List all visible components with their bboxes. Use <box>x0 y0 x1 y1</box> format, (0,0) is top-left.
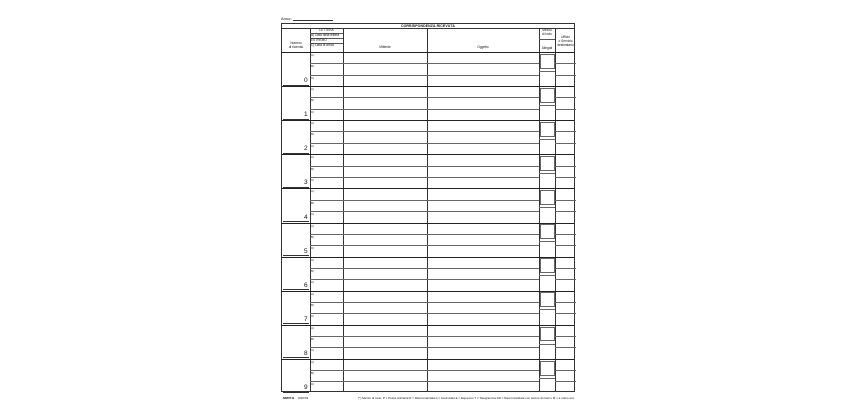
sub-label: B) <box>311 64 314 69</box>
mezzo-box <box>540 190 555 205</box>
row-line <box>310 166 539 167</box>
row-line <box>310 347 539 348</box>
header-data-ricevimento: C) Data di arrivo <box>311 43 335 47</box>
sub-label: C) <box>311 348 315 353</box>
block-number: 3 <box>304 179 308 187</box>
mezzo-box <box>540 122 555 137</box>
ufficio-line <box>555 200 576 201</box>
sub-label: A) <box>311 121 314 126</box>
sub-label: C) <box>311 75 315 80</box>
mezzo-box <box>540 292 555 307</box>
row-line <box>310 109 539 110</box>
header-lettera: LETTERA <box>319 28 334 32</box>
ufficio-line <box>555 313 576 314</box>
table-title: CORRISPONDENZA RICEVUTA <box>282 24 574 29</box>
allegati-line <box>539 71 555 72</box>
row-line <box>310 131 539 132</box>
block-number: 4 <box>304 213 308 221</box>
row-line <box>310 245 539 246</box>
header-mittente: Mittente <box>379 45 391 49</box>
anno-field: Anno: <box>281 16 333 21</box>
ufficio-line <box>555 234 576 235</box>
block-number: 2 <box>304 145 308 153</box>
row-line <box>310 370 539 371</box>
mezzo-box <box>540 54 555 69</box>
sub-label: A) <box>311 53 314 57</box>
block-separator <box>282 325 574 326</box>
allegati-line <box>539 241 555 242</box>
row-line <box>310 313 539 314</box>
header-numero-2: di ricevuto <box>288 45 304 49</box>
ufficio-line <box>555 211 576 212</box>
ufficio-line <box>555 75 576 76</box>
ufficio-line <box>555 131 576 132</box>
header-numero: Numero <box>290 41 302 45</box>
header-ufficio: Ufficio <box>561 35 570 39</box>
footer-code: MM0711 <box>283 396 295 400</box>
sub-label: B) <box>311 166 314 171</box>
ufficio-line <box>555 268 576 269</box>
sub-label: B) <box>311 337 314 342</box>
header-mezzo-line <box>539 39 555 40</box>
number-underline <box>283 392 309 393</box>
block-separator <box>282 120 574 121</box>
sub-label: B) <box>311 302 314 307</box>
sub-label: A) <box>311 291 314 296</box>
ufficio-line <box>555 177 576 178</box>
mezzo-box <box>540 156 555 171</box>
row-line <box>310 279 539 280</box>
mezzo-box <box>540 224 555 239</box>
header-ufficio-3: destinatario <box>557 43 574 47</box>
header-data-lettera: A) Data della lettera <box>311 32 340 37</box>
block-number: 6 <box>304 281 308 289</box>
sub-label: C) <box>311 246 315 250</box>
sub-label: B) <box>311 132 314 137</box>
row-line <box>310 211 539 212</box>
allegati-line <box>539 344 555 345</box>
sub-label: B) <box>311 371 314 376</box>
sub-label: C) <box>311 143 315 148</box>
sub-label: A) <box>311 87 314 92</box>
ufficio-line <box>555 347 576 348</box>
block-separator <box>282 223 574 224</box>
anno-label: Anno <box>281 16 291 21</box>
mezzo-box <box>540 258 555 273</box>
sub-label: A) <box>311 189 314 194</box>
ufficio-line <box>555 143 576 144</box>
row-line <box>310 336 539 337</box>
allegati-line <box>539 139 555 140</box>
sub-label: C) <box>311 382 315 387</box>
sub-label: A) <box>311 155 314 160</box>
block-separator <box>282 257 574 258</box>
footer-legend: (*) Mezzo di invio: P = Posta ordinaria R = Raccomandata A = Assicurata E = Espresso T = Telegramma AR = Raccomandata con avviso di ritorno M = a mano ecc. <box>358 396 575 400</box>
sub-label: C) <box>311 177 315 182</box>
mezzo-box <box>540 88 555 103</box>
row-line <box>310 97 539 98</box>
block-number: 5 <box>304 247 308 255</box>
footer-code2: 0/2K/04 <box>298 396 309 400</box>
ufficio-line <box>555 336 576 337</box>
block-number: 1 <box>304 111 308 119</box>
mezzo-box <box>540 327 555 342</box>
mezzo-box <box>540 361 555 376</box>
row-line <box>310 234 539 235</box>
allegati-line <box>539 173 555 174</box>
ufficio-line <box>555 279 576 280</box>
row-line <box>310 200 539 201</box>
ufficio-line <box>555 370 576 371</box>
ufficio-line <box>555 166 576 167</box>
header-mezzo-2: di invio <box>542 32 552 36</box>
block-separator <box>282 359 574 360</box>
allegati-line <box>539 309 555 310</box>
sub-label: A) <box>311 325 314 330</box>
ufficio-line <box>555 109 576 110</box>
row-line <box>310 75 539 76</box>
row-line <box>310 268 539 269</box>
header-estremo: ESTREMO <box>311 37 327 42</box>
header-bottom-rule <box>282 52 574 53</box>
sub-label: B) <box>311 200 314 205</box>
sub-label: C) <box>311 109 315 114</box>
block-separator <box>282 291 574 292</box>
ufficio-line <box>555 302 576 303</box>
allegati-line <box>539 207 555 208</box>
allegati-line <box>539 275 555 276</box>
row-line <box>310 63 539 64</box>
header-mezzo: Mezzo <box>542 28 552 32</box>
sub-label: A) <box>311 257 314 262</box>
header-ufficio-2: o Servizio <box>558 39 573 43</box>
row-line <box>310 302 539 303</box>
sub-label: C) <box>311 211 315 216</box>
block-number: 8 <box>304 349 308 357</box>
block-separator <box>282 188 574 189</box>
ufficio-line <box>555 245 576 246</box>
sub-label: B) <box>311 234 314 239</box>
allegati-line <box>539 105 555 106</box>
block-number: 0 <box>304 77 308 85</box>
ufficio-line <box>555 381 576 382</box>
header-oggetto: Oggetto <box>477 45 489 49</box>
block-separator <box>282 86 574 87</box>
sub-label: A) <box>311 359 314 364</box>
sub-label: A) <box>311 223 314 228</box>
block-number: 9 <box>304 384 308 391</box>
sub-label: C) <box>311 314 315 319</box>
ufficio-line <box>555 63 576 64</box>
register-table <box>281 23 575 392</box>
sub-label: B) <box>311 268 314 273</box>
ufficio-line <box>555 97 576 98</box>
block-number: 7 <box>304 315 308 323</box>
header-allegati: Allegati <box>541 46 553 50</box>
block-separator <box>282 154 574 155</box>
row-line <box>310 177 539 178</box>
anno-line <box>293 20 333 21</box>
sub-label: C) <box>311 280 315 285</box>
row-line <box>310 381 539 382</box>
allegati-line <box>539 378 555 379</box>
sub-label: B) <box>311 98 314 103</box>
row-line <box>310 143 539 144</box>
